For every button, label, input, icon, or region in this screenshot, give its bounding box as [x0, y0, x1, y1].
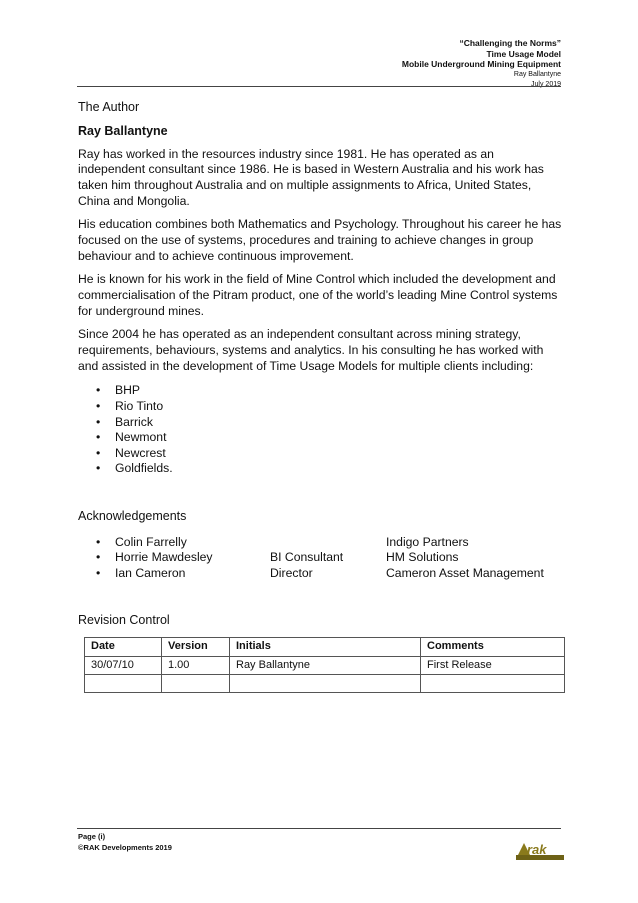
- bullet-icon: •: [96, 399, 101, 414]
- table-cell: 30/07/10: [85, 657, 162, 675]
- bullet-icon: •: [96, 534, 101, 549]
- bullet-icon: •: [96, 383, 101, 398]
- author-paragraph: He is known for his work in the field of Mine Control which included the development and commercialisation of the Pitram product, one of the world’s leading Mine Control systems for underground mines.: [78, 272, 558, 318]
- header-subtitle: Time Usage Model: [486, 48, 561, 59]
- bullet-icon: •: [96, 566, 101, 580]
- list-item: [96, 383, 563, 399]
- table-cell: [85, 675, 162, 693]
- ack-org: HM Solutions: [386, 550, 459, 565]
- table-header-row: [85, 638, 565, 657]
- client-name: Barrick: [115, 414, 153, 429]
- column-header: Date: [85, 638, 162, 657]
- author-paragraph: Since 2004 he has operated as an independent consultant across mining strategy, requirements, behaviours, systems and analytics. In his consulting he has worked with and assisted in the development of Time Usage Models for multiple clients including:: [78, 327, 544, 373]
- header-date: July 2019: [531, 81, 561, 88]
- acknowledgements-heading: Acknowledgements: [78, 509, 187, 524]
- client-name: Newmont: [115, 430, 167, 445]
- table-cell: Ray Ballantyne: [230, 657, 421, 675]
- author-heading: The Author: [78, 100, 140, 114]
- table-cell: 1.00: [162, 657, 230, 675]
- table-cell: [421, 675, 565, 693]
- column-header: Initials: [230, 638, 421, 657]
- ack-name: Ian Cameron: [115, 566, 186, 580]
- list-item: [96, 461, 563, 477]
- header-divider: [77, 86, 561, 87]
- page-header: [402, 38, 561, 91]
- author-paragraph: Ray has worked in the resources industry since 1981. He has operated as an independent consultant since 1986. He is based in Western Australia and his work has taken him throughout Australia and on multiple assignments to Africa, United States, China and Mongolia.: [78, 146, 544, 208]
- ack-org: Cameron Asset Management: [386, 566, 544, 580]
- bullet-icon: •: [96, 430, 101, 445]
- header-subject: Mobile Underground Mining Equipment: [401, 59, 561, 69]
- table-row: [85, 657, 565, 675]
- list-item: [96, 446, 563, 462]
- client-name: Goldfields.: [115, 461, 173, 476]
- author-name: Ray Ballantyne: [78, 123, 168, 138]
- ack-role: BI Consultant: [270, 550, 344, 565]
- ack-org: Indigo Partners: [386, 534, 469, 549]
- column-header: Version: [162, 638, 230, 657]
- table-row: [85, 675, 565, 693]
- revision-heading: Revision Control: [78, 612, 170, 627]
- rak-logo-icon: [516, 840, 564, 860]
- header-author: Ray Ballantyne: [513, 70, 561, 78]
- ack-name: Horrie Mawdesley: [115, 550, 213, 565]
- table-cell: [230, 675, 421, 693]
- footer-divider: [77, 828, 561, 829]
- acknowledgement-row: [78, 535, 563, 551]
- ack-role: Director: [270, 566, 313, 580]
- list-item: [96, 415, 563, 431]
- client-list: [78, 383, 563, 477]
- client-name: Rio Tinto: [115, 399, 164, 414]
- bullet-icon: •: [96, 461, 101, 476]
- table-cell: [162, 675, 230, 693]
- list-item: [96, 430, 563, 446]
- author-paragraph: His education combines both Mathematics and Psychology. Throughout his career he has focused on the use of systems, procedures and training to achieve changes in group behaviour and to achieve continuous improvement.: [78, 217, 562, 263]
- page-footer: [78, 832, 172, 853]
- logo-text: rak: [527, 842, 547, 857]
- bullet-icon: •: [96, 414, 101, 429]
- page-content: [78, 100, 563, 693]
- bullet-icon: •: [96, 550, 101, 565]
- client-name: Newcrest: [115, 445, 166, 460]
- table-cell: First Release: [421, 657, 565, 675]
- page-number: Page (i): [78, 832, 106, 841]
- acknowledgement-row: [78, 566, 563, 582]
- bullet-icon: •: [96, 445, 101, 460]
- header-title: “Challenging the Norms”: [459, 38, 561, 48]
- client-name: BHP: [115, 383, 141, 398]
- ack-name: Colin Farrelly: [115, 534, 187, 549]
- copyright-notice: ©RAK Developments 2019: [78, 842, 172, 852]
- column-header: Comments: [421, 638, 565, 657]
- revision-table: [84, 637, 565, 693]
- acknowledgement-row: [78, 550, 563, 566]
- list-item: [96, 399, 563, 415]
